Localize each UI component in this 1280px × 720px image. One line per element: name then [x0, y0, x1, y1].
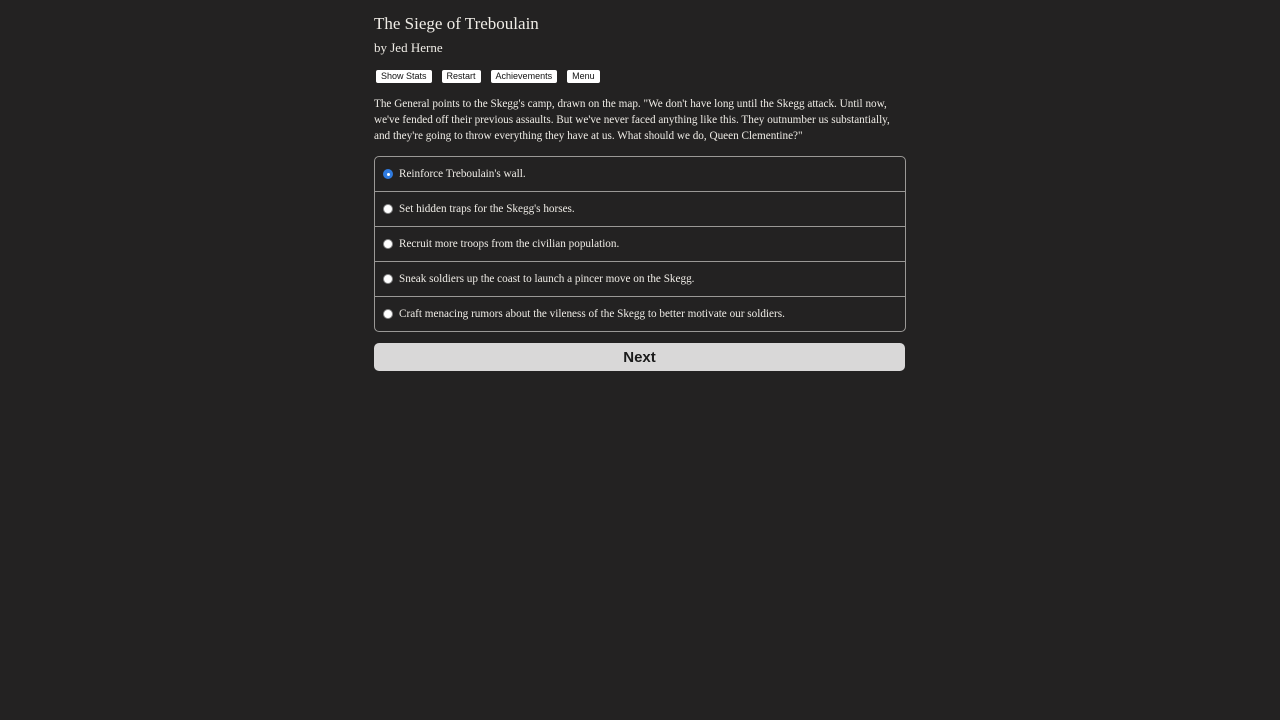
radio-button[interactable] — [383, 239, 393, 249]
choice-option-hidden-traps[interactable] — [375, 191, 905, 226]
choice-option-recruit-troops[interactable] — [375, 226, 905, 261]
choice-list — [374, 156, 906, 332]
choice-label: Craft menacing rumors about the vileness of the Skegg to better motivate our soldiers. — [399, 308, 785, 320]
choice-label: Recruit more troops from the civilian population. — [399, 238, 620, 250]
choice-label: Sneak soldiers up the coast to launch a pincer move on the Skegg. — [399, 273, 695, 285]
show-stats-button[interactable]: Show Stats — [376, 70, 432, 83]
choice-option-rumors[interactable] — [375, 296, 905, 331]
menu-button[interactable]: Menu — [567, 70, 600, 83]
choice-label: Reinforce Treboulain's wall. — [399, 168, 526, 180]
radio-button-selected[interactable] — [383, 169, 393, 179]
story-text: The General points to the Skegg's camp, drawn on the map. "We don't have long until the Skegg attack. Until now, we've fended off their previous assaults. But we've never faced anything like this. They outnumber us substantially, and they're going to throw everything they have at us. What should we do, Queen Clementine?" — [374, 98, 890, 142]
achievements-button[interactable]: Achievements — [491, 70, 558, 83]
next-button[interactable]: Next — [374, 343, 905, 371]
game-author: by Jed Herne — [374, 40, 443, 55]
game-page — [374, 0, 906, 371]
radio-button[interactable] — [383, 204, 393, 214]
radio-button[interactable] — [383, 274, 393, 284]
choice-label: Set hidden traps for the Skegg's horses. — [399, 203, 575, 215]
game-title: The Siege of Treboulain — [374, 14, 539, 33]
radio-button[interactable] — [383, 309, 393, 319]
choice-option-pincer-move[interactable] — [375, 261, 905, 296]
restart-button[interactable]: Restart — [442, 70, 481, 83]
toolbar — [374, 69, 906, 83]
choice-option-reinforce-wall[interactable] — [375, 157, 905, 191]
